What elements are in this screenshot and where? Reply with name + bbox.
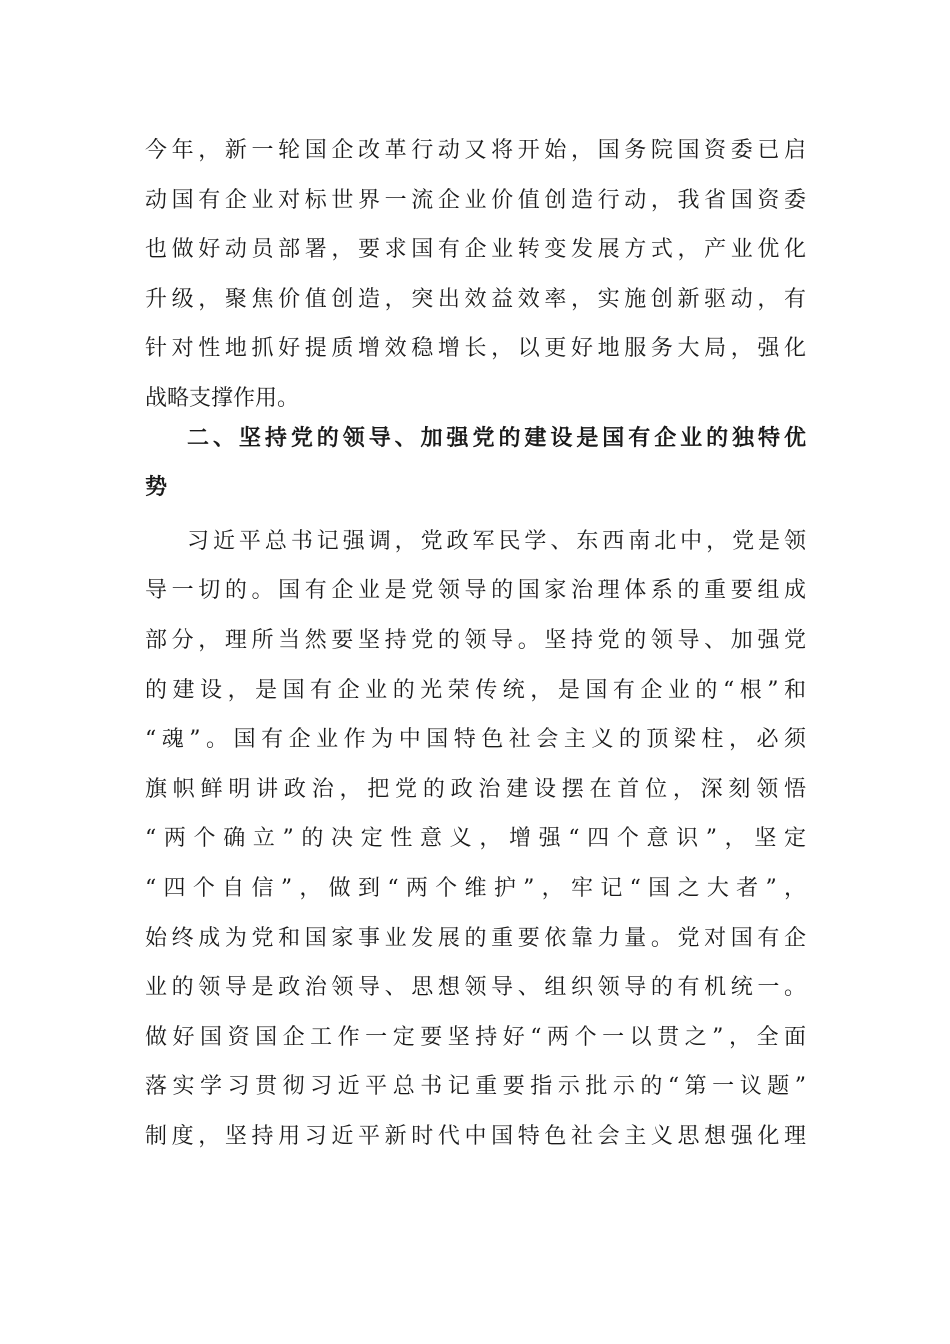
text-line: 动国有企业对标世界一流企业价值创造行动，我省国资委 [145,187,806,213]
text-line: “两个确立”的决定性意义，增强“四个意识”，坚定 [145,826,806,852]
text-line: 落实学习贯彻习近平总书记重要指示批示的“第一议题” [145,1074,806,1100]
heading-line: 势 [145,474,168,501]
paragraph-reform [145,126,806,424]
text-line: 做好国资国企工作一定要坚持好“两个一以贯之”，全面 [145,1024,806,1050]
section-heading [145,414,806,513]
text-line: “四个自信”，做到“两个维护”，牢记“国之大者”， [145,875,806,901]
text-line: 业的领导是政治领导、思想领导、组织领导的有机统一。 [145,975,806,1001]
text-line: 制度，坚持用习近平新时代中国特色社会主义思想强化理 [145,1123,806,1149]
document-page [145,126,806,1161]
text-line: 的建设，是国有企业的光荣传统，是国有企业的“根”和 [145,677,806,703]
text-line: 也做好动员部署，要求国有企业转变发展方式，产业优化 [145,237,806,263]
paragraph-party-leadership [145,517,806,1162]
text-line: 针对性地抓好提质增效稳增长，以更好地服务大局，强化 [145,336,806,362]
text-line: 始终成为党和国家事业发展的重要依靠力量。党对国有企 [145,925,806,951]
text-line: 旗帜鲜明讲政治，把党的政治建设摆在首位，深刻领悟 [145,776,806,802]
text-line: 升级，聚焦价值创造，突出效益效率，实施创新驱动，有 [145,286,806,312]
text-line: 部分，理所当然要坚持党的领导。坚持党的领导、加强党 [145,627,806,653]
text-line: 战略支撑作用。 [145,385,300,411]
text-line: “魂”。国有企业作为中国特色社会主义的顶梁柱，必须 [145,727,806,753]
text-line: 习近平总书记强调，党政军民学、东西南北中，党是领 [187,528,806,554]
text-line: 导一切的。国有企业是党领导的国家治理体系的重要组成 [145,578,806,604]
text-line: 今年，新一轮国企改革行动又将开始，国务院国资委已启 [145,138,806,163]
heading-line: 二、坚持党的领导、加强党的建设是国有企业的独特优 [187,424,806,451]
